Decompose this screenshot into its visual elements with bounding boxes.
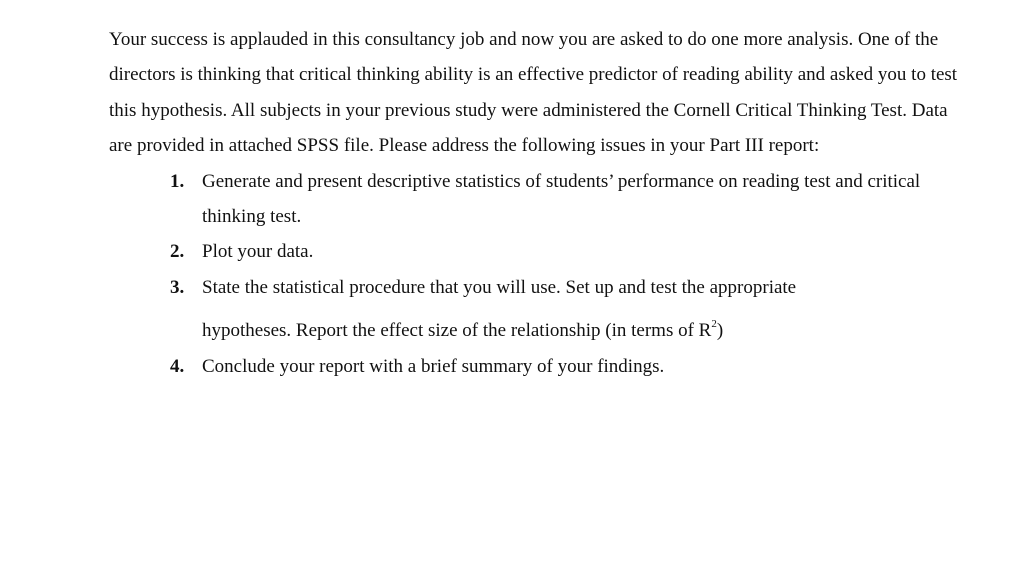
document-body [109, 22, 969, 384]
list-item-number: 3. [170, 276, 185, 298]
list-item-number: 2. [170, 241, 185, 263]
list-item-text-end: ) [716, 320, 724, 342]
list-item [170, 164, 969, 235]
intro-paragraph: Your success is applauded in this consultancy job and now you are asked to do one more analysis. One of the directors is thinking that critical thinking ability is an effective predictor of reading ability and asked you to test this hypothesis. All subjects in your previous study were administered the Cornell Critical Thinking Test. Data are provided in attached SPSS file. Please address the following issues in your Part III report: [109, 29, 958, 157]
list-item-text: Conclude your report with a brief summary of your findings. [202, 355, 665, 377]
list-item [170, 270, 969, 349]
list-item-text-line1: State the statistical procedure that you will use. Set up and test the appropriate [202, 276, 797, 298]
issues-list [109, 164, 969, 384]
list-item-text-line2-wrap [202, 313, 969, 348]
list-item-number: 1. [170, 170, 185, 192]
list-item [170, 234, 969, 269]
list-item-text: Generate and present descriptive statistics of students’ performance on reading test and critical thinking test. [202, 170, 921, 228]
list-item [170, 349, 969, 384]
list-item-text-line2: hypotheses. Report the effect size of the relationship (in terms of R [202, 320, 712, 342]
list-item-number: 4. [170, 355, 185, 377]
list-item-text: Plot your data. [202, 241, 314, 263]
superscript-two: 2 [711, 317, 717, 330]
